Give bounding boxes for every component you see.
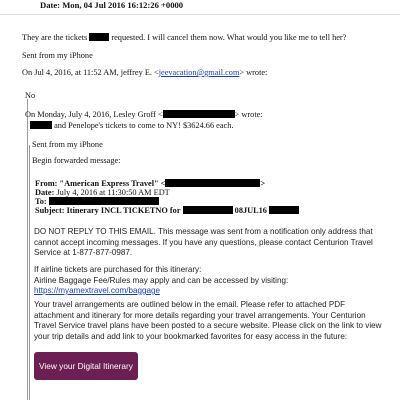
baggage-line-1: If airline tickets are purchased for this itinerary: bbox=[34, 265, 202, 274]
begin-forwarded-message: Begin forwarded message: bbox=[32, 156, 121, 165]
fwd-date-value: July 4, 2016 at 11:30:50 AM EDT bbox=[56, 188, 170, 197]
fwd-subject-line bbox=[35, 206, 299, 215]
travel-line-4: your trip details and add link to your bookmarked favorites for easy access in the future: bbox=[34, 331, 348, 341]
redaction-block bbox=[89, 33, 109, 41]
quoted-header-jeffrey bbox=[22, 68, 267, 77]
header-date: Date: Mon, 04 Jul 2016 16:12:26 +0000 bbox=[40, 0, 184, 10]
fwd-subject-tail: 08JUL16 bbox=[234, 206, 267, 215]
email-link-jeevacation[interactable]: jeevacation@gmail.com bbox=[158, 68, 240, 77]
fwd-to-line bbox=[35, 197, 159, 206]
baggage-link[interactable]: https://myamextravel.com/baggage bbox=[34, 286, 160, 295]
quote-bar-level-2 bbox=[29, 145, 30, 400]
baggage-paragraph bbox=[34, 265, 288, 297]
penelope-tickets-line bbox=[30, 121, 233, 130]
fwd-to-label: To: bbox=[35, 197, 47, 206]
fwd-from-label: From: bbox=[35, 179, 58, 188]
fwd-from-value: "American Express Travel" < bbox=[59, 179, 166, 188]
fwd-subject-value: Itinerary INCL TICKETNO for bbox=[66, 206, 181, 215]
baggage-line-2: Airline Baggage Fee/Rules may apply and can be accessed by visiting: bbox=[34, 275, 289, 285]
reply-no: No bbox=[25, 91, 36, 100]
quote-bar-level-1 bbox=[27, 99, 28, 400]
travel-line-2: attachment and itinerary for more details regarding your travel arrangements. Your Centurion bbox=[34, 310, 366, 320]
fwd-from-line bbox=[35, 179, 265, 188]
notice-line-1: DO NOT REPLY TO THIS EMAIL. This message was sent from a notification only address that bbox=[34, 227, 373, 236]
fwd-date-label: Date: bbox=[35, 188, 55, 197]
redaction-block bbox=[269, 206, 299, 214]
fwd-date-line bbox=[35, 188, 170, 197]
travel-paragraph bbox=[34, 300, 381, 342]
redaction-block bbox=[163, 110, 235, 118]
fwd-from-close: > bbox=[260, 179, 266, 188]
notice-line-3: Service at 1-877-877-0987. bbox=[34, 248, 133, 257]
penelope-tickets-text: and Penelope's tickets to come to NY! $3624.66 each. bbox=[54, 121, 234, 130]
signature-sent-from-iphone: Sent from my iPhone bbox=[22, 51, 93, 60]
notice-line-2: cannot accept incoming messages. If you have any questions, please contact Centurion Travel bbox=[34, 237, 373, 247]
redaction-block bbox=[165, 179, 260, 187]
redaction-block bbox=[183, 206, 233, 214]
quoted-header-lesley-pre: On Monday, July 4, 2016, Lesley Groff < bbox=[25, 110, 163, 119]
quoted-header-lesley-post: > wrote: bbox=[234, 110, 263, 119]
redaction-block bbox=[30, 121, 52, 129]
quoted-header-lesley bbox=[25, 110, 263, 119]
reply-line-1-pre: They are the tickets bbox=[22, 33, 88, 42]
fwd-subject-label: Subject: bbox=[35, 206, 65, 215]
reply-line-1 bbox=[22, 33, 346, 42]
quoted-header-jeffrey-post: > wrote: bbox=[239, 68, 268, 77]
reply-line-1-post: requested. I will cancel them now. What would you like me to tell her? bbox=[111, 33, 347, 42]
header-divider bbox=[0, 14, 400, 15]
signature-sent-from-iphone-2: Sent from my iPhone bbox=[32, 140, 103, 149]
quoted-header-jeffrey-pre: On Jul 4, 2016, at 11:52 AM, jeffrey E. < bbox=[22, 68, 159, 77]
travel-line-1: Your travel arrangements are outlined below in the email. Please refer to attached PDF bbox=[34, 300, 346, 309]
view-digital-itinerary-button[interactable]: View your Digital Itinerary bbox=[34, 352, 138, 380]
redaction-block bbox=[49, 197, 159, 205]
travel-line-3: Travel Service travel plans have been posted to a secure website. Please click on the link to view bbox=[34, 321, 382, 330]
notice-paragraph bbox=[34, 227, 373, 259]
